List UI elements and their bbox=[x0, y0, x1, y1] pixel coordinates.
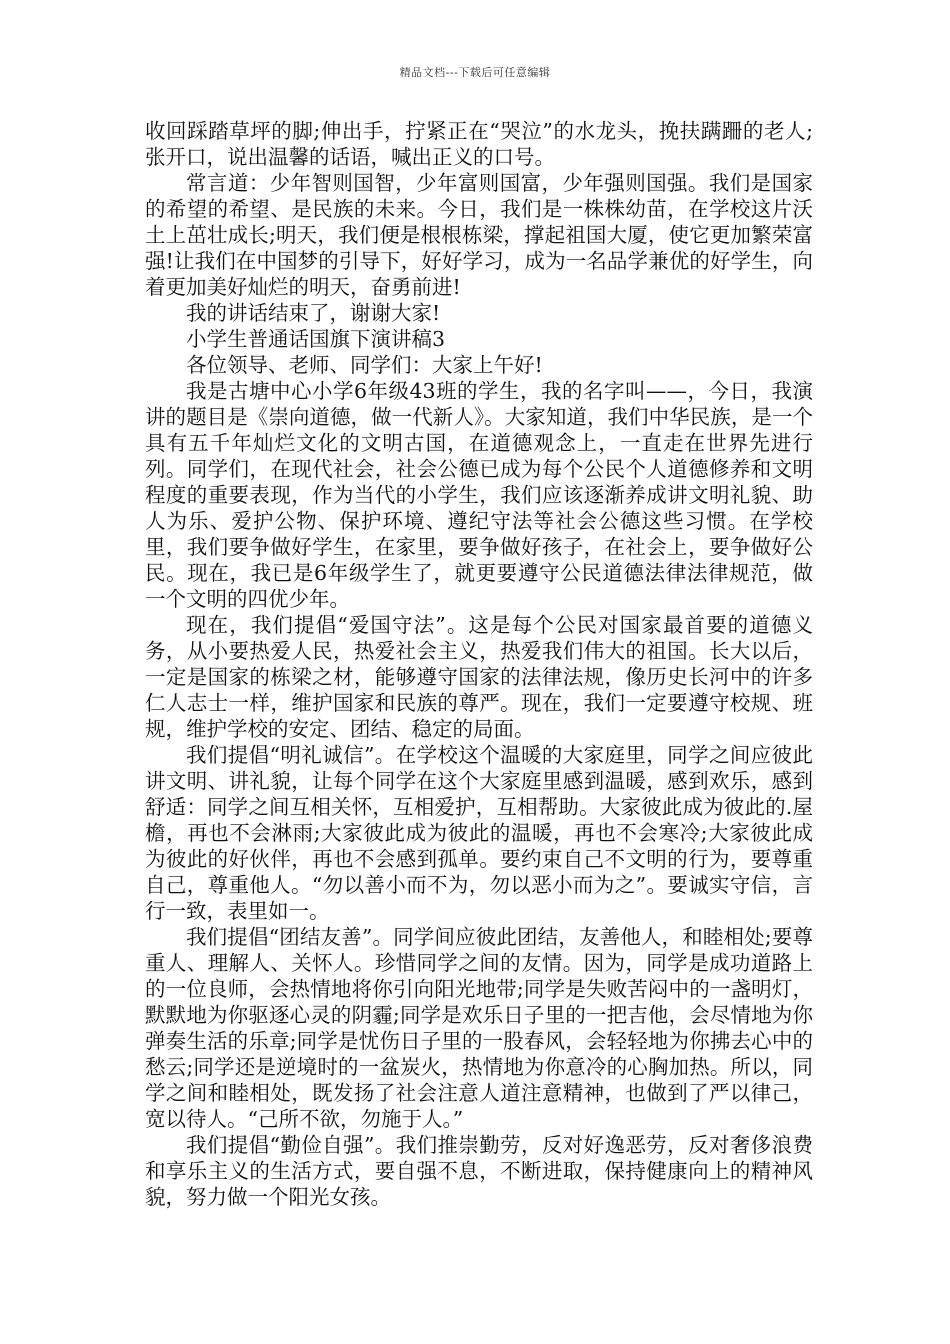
paragraph-closing: 我的讲话结束了，谢谢大家! bbox=[186, 301, 441, 325]
paragraph: 现在，我们提倡“爱国守法”。这是每个公民对国家最首要的道德义务，从小要热爱人民，热爱社会主义，热爱我们伟大的祖国。长大以后，一定是国家的栋梁之材，能够遵守国家的法律法规，像历史长河中的许多仁人志士一样，维护国家和民族的尊严。现在，我们一定要遵守校规、班规，维护学校的安定、团结、稳定的局面。 bbox=[145, 613, 813, 741]
paragraph: 我是古塘中心小学6年级43班的学生，我的名字叫——，今日，我演讲的题目是《崇向道德，做一代新人》。大家知道，我们中华民族，是一个具有五千年灿烂文化的文明古国，在道德观念上，一直走在世界先进行列。同学们，在现代社会，社会公德已成为每个公民个人道德修养和文明程度的重要表现，作为当代的小学生，我们应该逐渐养成讲文明礼貌、助人为乐、爱护公物、保护环境、遵纪守法等社会公德这些习惯。在学校里，我们要争做好学生，在家里，要争做好孩子，在社会上，要争做好公民。现在，我已是6年级学生了，就更要遵守公民道德法律法律规范，做一个文明的四优少年。 bbox=[145, 379, 813, 611]
speech-title: 小学生普通话国旗下演讲稿3 bbox=[186, 327, 446, 351]
document-body bbox=[145, 118, 813, 1210]
paragraph: 我们提倡“团结友善”。同学间应彼此团结，友善他人，和睦相处;要尊重人、理解人、关怀人。珍惜同学之间的友情。因为，同学是成功道路上的一位良师，会热情地将你引向阳光地带;同学是失败苦闷中的一盏明灯，默默地为你驱逐心灵的阴霾;同学是欢乐日子里的一把吉他，会尽情地为你弹奏生活的乐章;同学是忧伤日子里的一股春风，会轻轻地为你拂去心中的愁云;同学还是逆境时的一盆炭火，热情地为你意冷的心胸加热。所以，同学之间和睦相处，既发扬了社会注意人道注意精神，也做到了严以律己，宽以待人。“己所不欲，勿施于人。” bbox=[145, 925, 813, 1131]
greeting: 各位领导、老师、同学们：大家上午好! bbox=[186, 353, 543, 377]
paragraph: 我们提倡“明礼诚信”。在学校这个温暖的大家庭里，同学之间应彼此讲文明、讲礼貌，让每个同学在这个大家庭里感到温暖，感到欢乐，感到舒适：同学之间互相关怀，互相爱护，互相帮助。大家彼此成为彼此的.屋檐，再也不会淋雨;大家彼此成为彼此的温暖，再也不会寒冷;大家彼此成为彼此的好伙伴，再也不会感到孤单。要约束自己不文明的行为，要尊重自己，尊重他人。“勿以善小而不为，勿以恶小而为之”。要诚实守信，言行一致，表里如一。 bbox=[145, 743, 813, 923]
paragraph-continuation: 收回踩踏草坪的脚;伸出手，拧紧正在“哭泣”的水龙头，挽扶蹒跚的老人;张开口，说出温馨的话语，喊出正义的口号。 bbox=[145, 119, 813, 169]
paragraph: 常言道：少年智则国智，少年富则国富，少年强则国强。我们是国家的希望的希望、是民族的未来。今日，我们是一株株幼苗，在学校这片沃土上茁壮成长;明天，我们便是根根栋梁，撑起祖国大厦，使它更加繁荣富强!让我们在中国梦的引导下，好好学习，成为一名品学兼优的好学生，向着更加美好灿烂的明天，奋勇前进! bbox=[145, 171, 813, 299]
page-header: 精品文档---下载后可任意编辑 bbox=[399, 66, 551, 79]
paragraph: 我们提倡“勤俭自强”。我们推崇勤劳，反对好逸恶劳，反对奢侈浪费和享乐主义的生活方式，要自强不息，不断进取，保持健康向上的精神风貌，努力做一个阳光女孩。 bbox=[145, 1133, 813, 1209]
